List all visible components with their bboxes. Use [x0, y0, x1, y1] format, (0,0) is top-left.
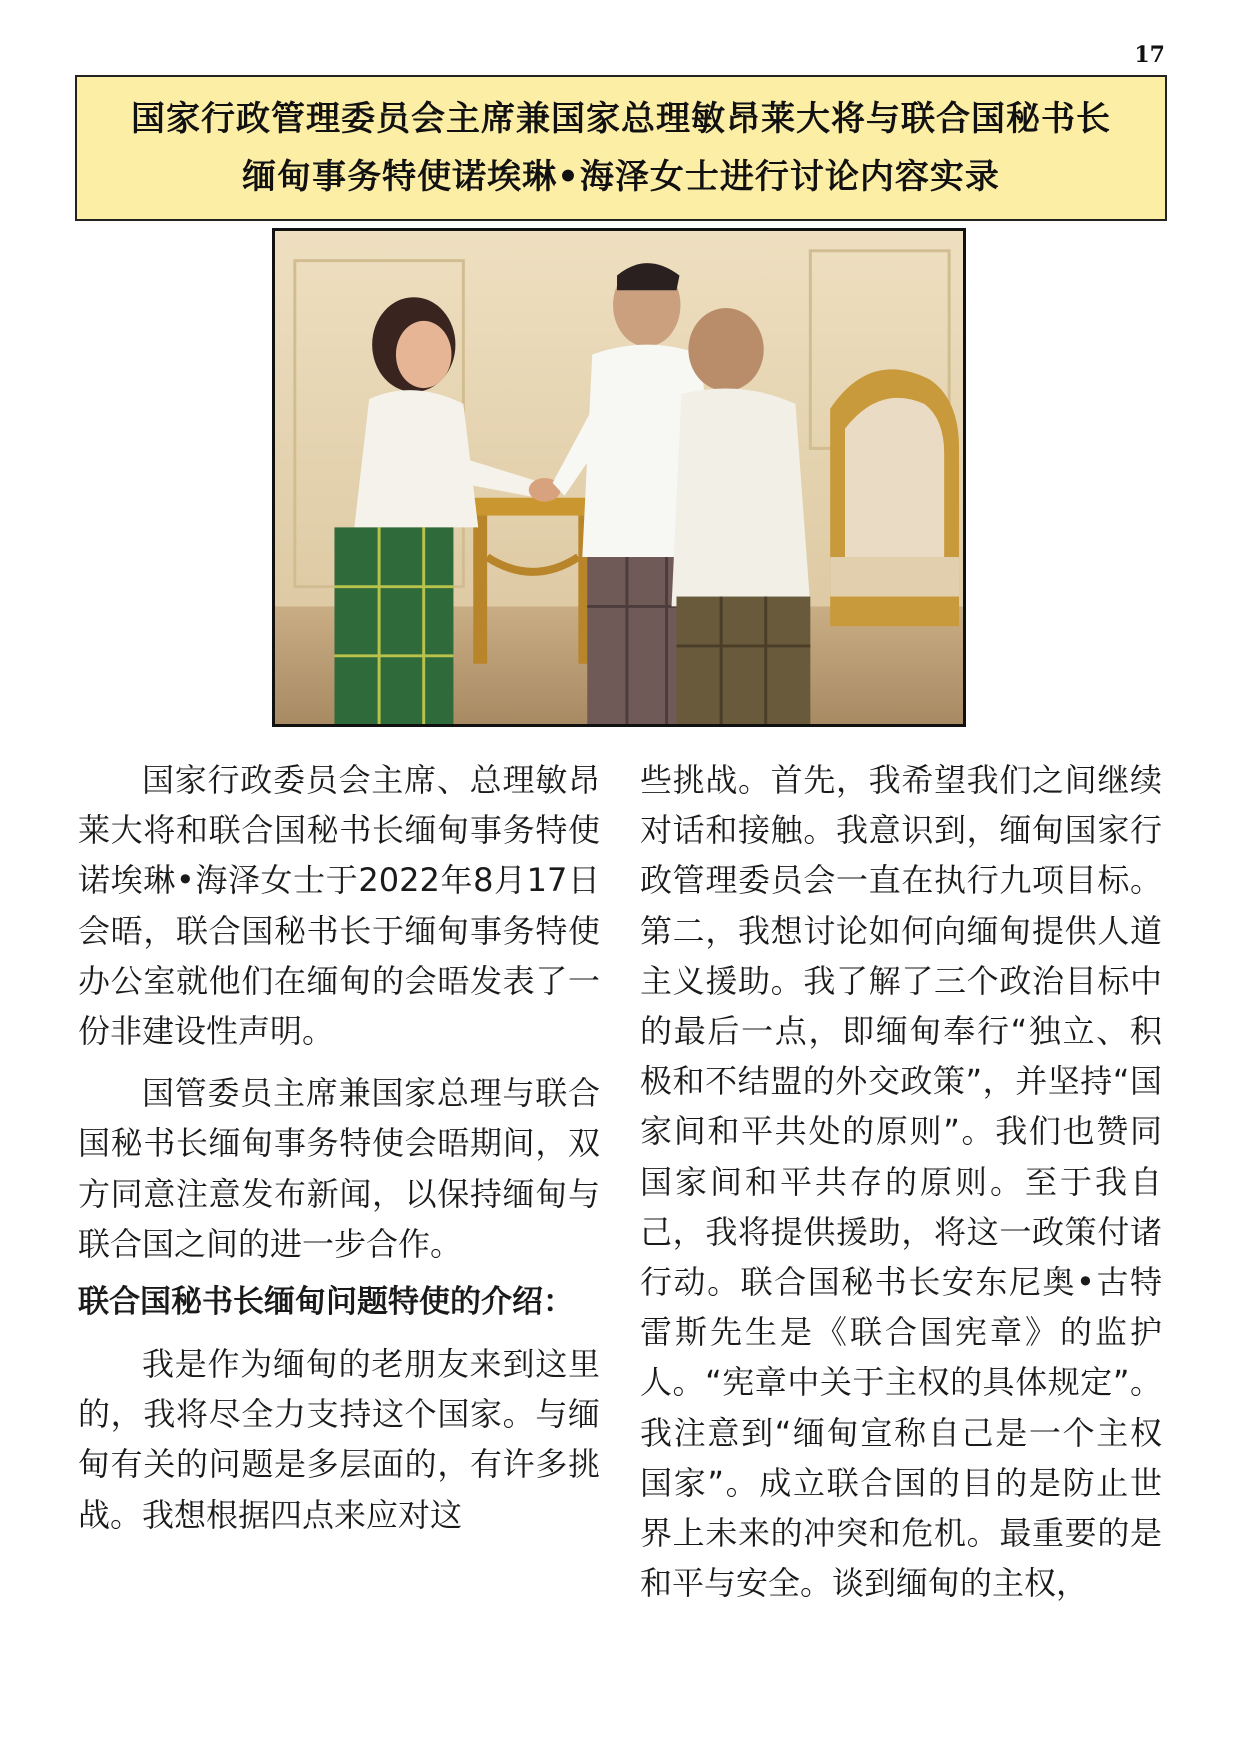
title-line-1: 国家行政管理委员会主席兼国家总理敏昂莱大将与联合国秘书长: [131, 99, 1111, 139]
title-line-2: 缅甸事务特使诺埃琳•海泽女士进行讨论内容实录: [242, 157, 1000, 197]
page-number: 17: [1134, 42, 1165, 68]
news-photo: [272, 228, 966, 727]
left-paragraph-1: 国家行政委员会主席、总理敏昂莱大将和联合国秘书长缅甸事务特使诺埃琳•海泽女士于2022年8月17日会晤，联合国秘书长于缅甸事务特使办公室就他们在缅甸的会晤发表了一份非建设性声明。: [78, 761, 600, 1051]
photo-handshake-meeting-icon: [275, 231, 963, 724]
left-column: [78, 755, 600, 1540]
right-paragraph-1: 些挑战。首先，我希望我们之间继续对话和接触。我意识到，缅甸国家行政管理委员会一直在执行九项目标。第二，我想讨论如何向缅甸提供人道主义援助。我了解了三个政治目标中的最后一点，即缅甸奉行“独立、积极和不结盟的外交政策”，并坚持“国家间和平共处的原则”。我们也赞同国家间和平共存的原则。至于我自己，我将提供援助，将这一政策付诸行动。联合国秘书长安东尼奥•古特雷斯先生是《联合国宪章》的监护人。“宪章中关于主权的具体规定”。我注意到“缅甸宣称自己是一个主权国家”。成立联合国的目的是防止世界上未来的冲突和危机。最重要的是和平与安全。谈到缅甸的主权，: [640, 761, 1162, 1603]
right-column: [640, 755, 1162, 1608]
section-subheading: 联合国秘书长缅甸问题特使的介绍：: [78, 1284, 574, 1321]
left-paragraph-3: 我是作为缅甸的老朋友来到这里的，我将尽全力支持这个国家。与缅甸有关的问题是多层面的，有许多挑战。我想根据四点来应对这: [78, 1345, 600, 1534]
title-box: [75, 75, 1167, 221]
left-paragraph-2: 国管委员主席兼国家总理与联合国秘书长缅甸事务特使会晤期间，双方同意注意发布新闻，以保持缅甸与联合国之间的进一步合作。: [78, 1074, 600, 1263]
